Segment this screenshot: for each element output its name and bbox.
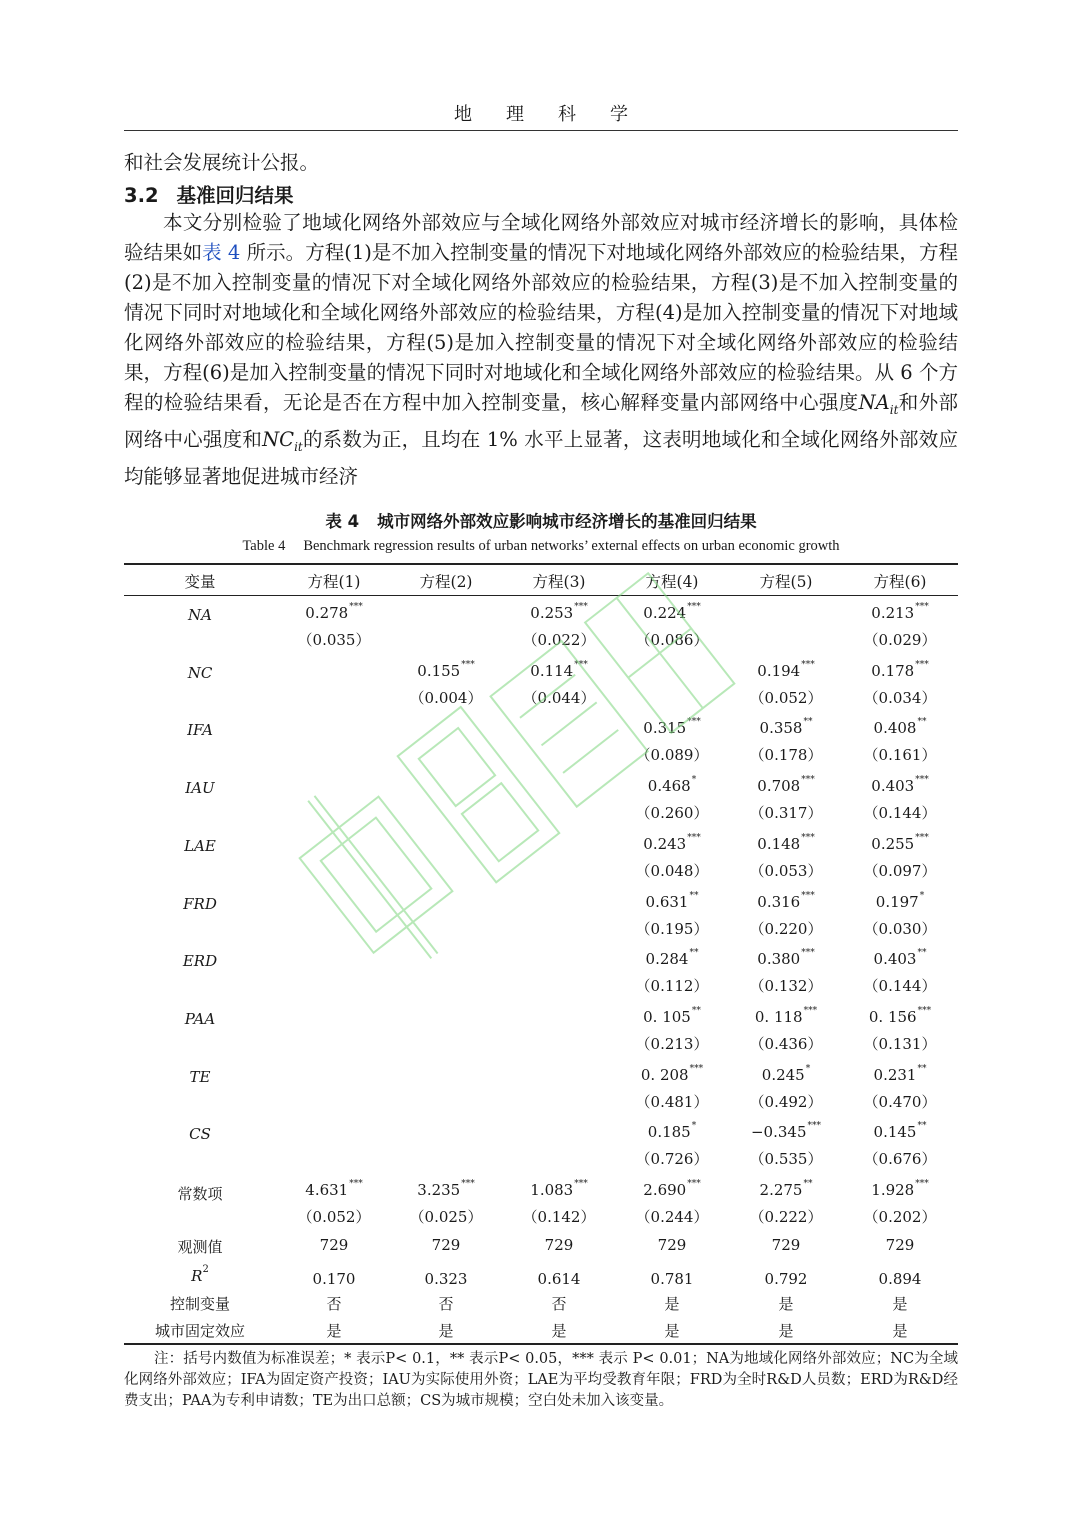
var-nc-sub: it: [294, 439, 303, 454]
significance-stars: ***: [801, 659, 815, 670]
row-label: 控制变量: [169, 1295, 231, 1313]
table-header-rule: [124, 595, 958, 596]
significance-stars: **: [691, 1005, 701, 1016]
header-equation-2: 方程(2): [419, 573, 473, 591]
significance-stars: **: [917, 948, 927, 959]
city-fe-row-cell: 是: [664, 1322, 680, 1340]
table-bottom-rule: [124, 1343, 958, 1345]
significance-stars: ***: [461, 1179, 475, 1189]
table-note: [124, 1349, 958, 1412]
table-label-cn: 表 4: [325, 512, 360, 531]
row-label: ERD: [182, 952, 218, 971]
se-cell: （0.089）: [635, 746, 709, 765]
row-label: NC: [187, 663, 213, 682]
para-text-a: 本文分别检验了地域化网络外部效应与全域化网络外部效应对城市经济增长的影响，具体检验结果如: [124, 211, 958, 264]
se-cell: （0.004）: [409, 688, 483, 707]
significance-stars: ***: [687, 717, 701, 728]
significance-stars: **: [689, 890, 699, 901]
se-cell: （0.726）: [635, 1150, 709, 1169]
coef-cell: 3.235***: [417, 1179, 475, 1199]
se-cell: （0.222）: [749, 1208, 823, 1226]
se-cell: （0.131）: [863, 1034, 937, 1053]
controls-row-cell: 是: [892, 1295, 908, 1313]
significance-stars: **: [917, 1063, 927, 1074]
city-fe-row-cell: 是: [551, 1322, 567, 1340]
row-label: CS: [189, 1125, 211, 1144]
table-title-cn: 城市网络外部效应影响城市经济增长的基准回归结果: [377, 512, 757, 531]
significance-stars: ***: [915, 775, 929, 786]
row-label: IFA: [187, 721, 213, 740]
controls-row-cell: 是: [778, 1295, 794, 1313]
significance-stars: ***: [461, 659, 475, 670]
significance-stars: **: [803, 717, 813, 728]
se-cell: （0.025）: [409, 1208, 483, 1226]
significance-stars: ***: [689, 1063, 704, 1074]
significance-stars: **: [803, 1179, 813, 1189]
significance-stars: ***: [915, 659, 929, 670]
city-fe-row-cell: 是: [326, 1322, 342, 1340]
se-cell: （0.112）: [635, 977, 709, 996]
significance-stars: ***: [574, 1179, 588, 1189]
coef-cell: 4.631***: [305, 1179, 363, 1199]
coef-cell: 0.194***: [757, 659, 815, 680]
coef-cell: 0. 105**: [643, 1005, 701, 1026]
significance-stars: *: [691, 1121, 697, 1132]
observations-row-cell: 729: [657, 1236, 687, 1254]
coef-cell: 0.358**: [759, 717, 813, 738]
significance-stars: ***: [687, 832, 701, 843]
coef-cell: 0.403**: [873, 948, 927, 969]
significance-stars: ***: [801, 775, 815, 786]
table-caption-cn: [124, 508, 958, 532]
significance-stars: ***: [915, 832, 929, 843]
coef-cell: 0. 118***: [754, 1005, 818, 1026]
coef-cell: 0.185*: [647, 1121, 697, 1142]
se-cell: （0.492）: [749, 1092, 823, 1111]
significance-stars: ***: [574, 659, 588, 670]
city-fe-row-cell: 是: [778, 1322, 794, 1340]
significance-stars: ***: [801, 890, 815, 901]
r2-row-cell: 0.894: [878, 1270, 922, 1288]
header-variable: 变量: [184, 573, 216, 591]
se-cell: （0.213）: [635, 1034, 709, 1053]
se-cell: （0.034）: [863, 688, 937, 707]
se-cell: （0.436）: [749, 1034, 823, 1053]
se-cell: （0.048）: [635, 861, 709, 880]
significance-stars: ***: [915, 1179, 929, 1189]
coef-cell: 0.408**: [873, 717, 927, 738]
section-number: 3.2: [124, 184, 159, 207]
row-label: FRD: [183, 894, 217, 913]
coef-cell: 0.380***: [757, 948, 815, 969]
coef-cell: 0.148***: [757, 832, 815, 853]
significance-stars: **: [689, 948, 699, 959]
header-equation-1: 方程(1): [307, 573, 361, 591]
coef-cell: 0.145**: [873, 1121, 927, 1142]
running-head: 地理科学: [454, 104, 662, 125]
para-text-d: 的系数为正，且均在 1% 水平上显著，这表明地域化和全域化网络外部效应均能够显著地促进城市经济: [124, 427, 958, 488]
row-label: PAA: [184, 1009, 216, 1028]
table-top-rule: [124, 563, 958, 565]
coef-cell: 0.315***: [643, 717, 701, 738]
significance-stars: ***: [687, 1179, 701, 1189]
coef-cell: 0.631**: [645, 890, 699, 911]
coef-cell: 0.178***: [871, 659, 929, 680]
header-equation-5: 方程(5): [759, 573, 813, 591]
coef-cell: 0.403***: [871, 775, 929, 796]
observations-row-cell: 729: [544, 1236, 574, 1254]
coef-cell: 0.468*: [647, 775, 697, 796]
se-cell: （0.052）: [749, 688, 823, 707]
significance-stars: **: [917, 1121, 927, 1132]
var-na: NA: [858, 391, 890, 414]
coef-cell: 0.245*: [761, 1063, 811, 1084]
significance-stars: ***: [687, 602, 701, 612]
r2-row-cell: 0.614: [537, 1270, 581, 1288]
coef-cell: 0.255***: [871, 832, 929, 853]
se-cell: （0.161）: [863, 746, 937, 765]
se-cell: （0.202）: [863, 1208, 937, 1226]
significance-stars: *: [805, 1063, 811, 1074]
significance-stars: ***: [803, 1005, 818, 1016]
r2-row-cell: 0.781: [650, 1270, 694, 1288]
coef-cell: −0.345***: [750, 1121, 822, 1142]
coef-cell: 2.275**: [759, 1179, 813, 1199]
se-cell: （0.144）: [863, 977, 937, 996]
significance-stars: ***: [807, 1121, 822, 1132]
se-cell: （0.535）: [749, 1150, 823, 1169]
header-rule: [124, 130, 958, 131]
observations-row-cell: 729: [319, 1236, 349, 1254]
se-cell: （0.053）: [749, 861, 823, 880]
var-nc: NC: [262, 427, 295, 451]
coef-cell: 0. 156***: [868, 1005, 932, 1026]
var-na-sub: it: [889, 402, 899, 417]
row-label: LAE: [184, 836, 216, 855]
se-cell: （0.178）: [749, 746, 823, 765]
significance-stars: ***: [801, 948, 815, 959]
city-fe-row-cell: 是: [892, 1322, 908, 1340]
se-cell: （0.086）: [635, 631, 709, 649]
coef-cell: 0.155***: [417, 659, 475, 680]
table-label-en: Table 4: [242, 538, 286, 554]
significance-stars: *: [691, 775, 697, 786]
table-note-text: 注：括号内数值为标准误差；* 表示P< 0.1，** 表示P< 0.05，*** 表示 P< 0.01；NA为地域化网络外部效应；NC为全域化网络外部效应；IFA为固定资产投资；IAU为实际使用外资；LAE为平均受教育年限；FRD为全时R&D人员数；ERD为R&D经费支出；PAA为专利申请数；TE为出口总额；CS为城市规模；空白处未加入该变量。: [124, 1351, 958, 1409]
r2-row-cell: 0.792: [764, 1270, 808, 1288]
observations-row-cell: 729: [885, 1236, 915, 1254]
coef-cell: 0.224***: [643, 602, 701, 622]
se-cell: （0.029）: [863, 631, 937, 649]
para-text-b: 所示。方程(1)是不加入控制变量的情况下对地域化网络外部效应的检验结果，方程(2)是不加入控制变量的情况下对全域化网络外部效应的检验结果，方程(3)是不加入控制变量的情况下同时对地域化和全域化网络外部效应的检验结果，方程(4)是加入控制变量的情况下对地域化网络外部效应的检验结果，方程(5)是加入控制变量的情况下对全域化网络外部效应的检验结果，方程(6)是加入控制变量的情况下同时对地域化和全域化网络外部效应的检验结果。从 6 个方程的检验结果看，无论是否在方程中加入控制变量，核心解释变量内部网络中心强度: [124, 241, 958, 414]
table-ref-link[interactable]: 表 4: [202, 241, 241, 264]
controls-row-cell: 否: [438, 1295, 454, 1313]
row-label: 常数项: [177, 1185, 223, 1203]
significance-stars: *: [919, 890, 925, 901]
coef-cell: 0.114***: [530, 659, 588, 680]
se-cell: （0.035）: [297, 631, 371, 649]
coef-cell: 1.928***: [871, 1179, 929, 1199]
coef-cell: 0.708***: [757, 775, 815, 796]
body-paragraph: [124, 208, 958, 492]
se-cell: （0.030）: [863, 919, 937, 938]
row-label: NA: [188, 606, 212, 624]
coef-cell: 0.253***: [530, 602, 588, 622]
controls-row-cell: 否: [551, 1295, 567, 1313]
se-cell: （0.317）: [749, 804, 823, 823]
se-cell: （0.244）: [635, 1208, 709, 1226]
coef-cell: 1.083***: [530, 1179, 588, 1199]
row-label: 城市固定效应: [154, 1322, 246, 1340]
se-cell: （0.676）: [863, 1150, 937, 1169]
controls-row-cell: 否: [326, 1295, 342, 1313]
observations-row-cell: 729: [431, 1236, 461, 1254]
se-cell: （0.195）: [635, 919, 709, 938]
observations-row-cell: 729: [771, 1236, 801, 1254]
section-heading: [124, 180, 294, 208]
coef-cell: 0.231**: [873, 1063, 927, 1084]
se-cell: （0.260）: [635, 804, 709, 823]
se-cell: （0.044）: [522, 688, 596, 707]
significance-stars: ***: [915, 602, 929, 612]
se-cell: （0.144）: [863, 804, 937, 823]
table-caption-en: [124, 538, 958, 555]
continuation-text: 和社会发展统计公报。: [124, 151, 320, 174]
table-title-en: Benchmark regression results of urban networks’ external effects on urban economic growth: [303, 538, 840, 554]
significance-stars: ***: [349, 602, 363, 612]
row-label: 观测值: [177, 1238, 223, 1256]
city-fe-row-cell: 是: [438, 1322, 454, 1340]
se-cell: （0.220）: [749, 919, 823, 938]
se-cell: （0.052）: [297, 1208, 371, 1226]
se-cell: （0.470）: [863, 1092, 937, 1111]
header-equation-4: 方程(4): [645, 573, 699, 591]
significance-stars: ***: [574, 602, 588, 612]
se-cell: （0.142）: [522, 1208, 596, 1226]
r2-row-cell: 0.323: [424, 1270, 468, 1288]
significance-stars: ***: [917, 1005, 932, 1016]
significance-stars: ***: [801, 832, 815, 843]
controls-row-cell: 是: [664, 1295, 680, 1313]
para-text-c: 和外部网络中心强度和: [124, 391, 958, 451]
coef-cell: 0.316***: [757, 890, 815, 911]
r2-row-cell: 0.170: [312, 1270, 356, 1288]
se-cell: （0.097）: [863, 861, 937, 880]
se-cell: （0.022）: [522, 631, 596, 649]
row-label: $R^2$: [191, 1264, 209, 1285]
coef-cell: 0.243***: [643, 832, 701, 853]
significance-stars: **: [917, 717, 927, 728]
coef-cell: 2.690***: [643, 1179, 701, 1199]
coef-cell: 0. 208***: [640, 1063, 704, 1084]
se-cell: （0.481）: [635, 1092, 709, 1111]
coef-cell: 0.197*: [875, 890, 925, 911]
section-title: 基准回归结果: [176, 184, 294, 207]
header-equation-6: 方程(6): [873, 573, 927, 591]
header-equation-3: 方程(3): [532, 573, 586, 591]
coef-cell: 0.284**: [645, 948, 699, 969]
se-cell: （0.132）: [749, 977, 823, 996]
row-label: IAU: [185, 779, 215, 798]
coef-cell: 0.213***: [871, 602, 929, 622]
coef-cell: 0.278***: [305, 602, 363, 622]
row-label: TE: [189, 1067, 211, 1086]
significance-stars: ***: [349, 1179, 363, 1189]
